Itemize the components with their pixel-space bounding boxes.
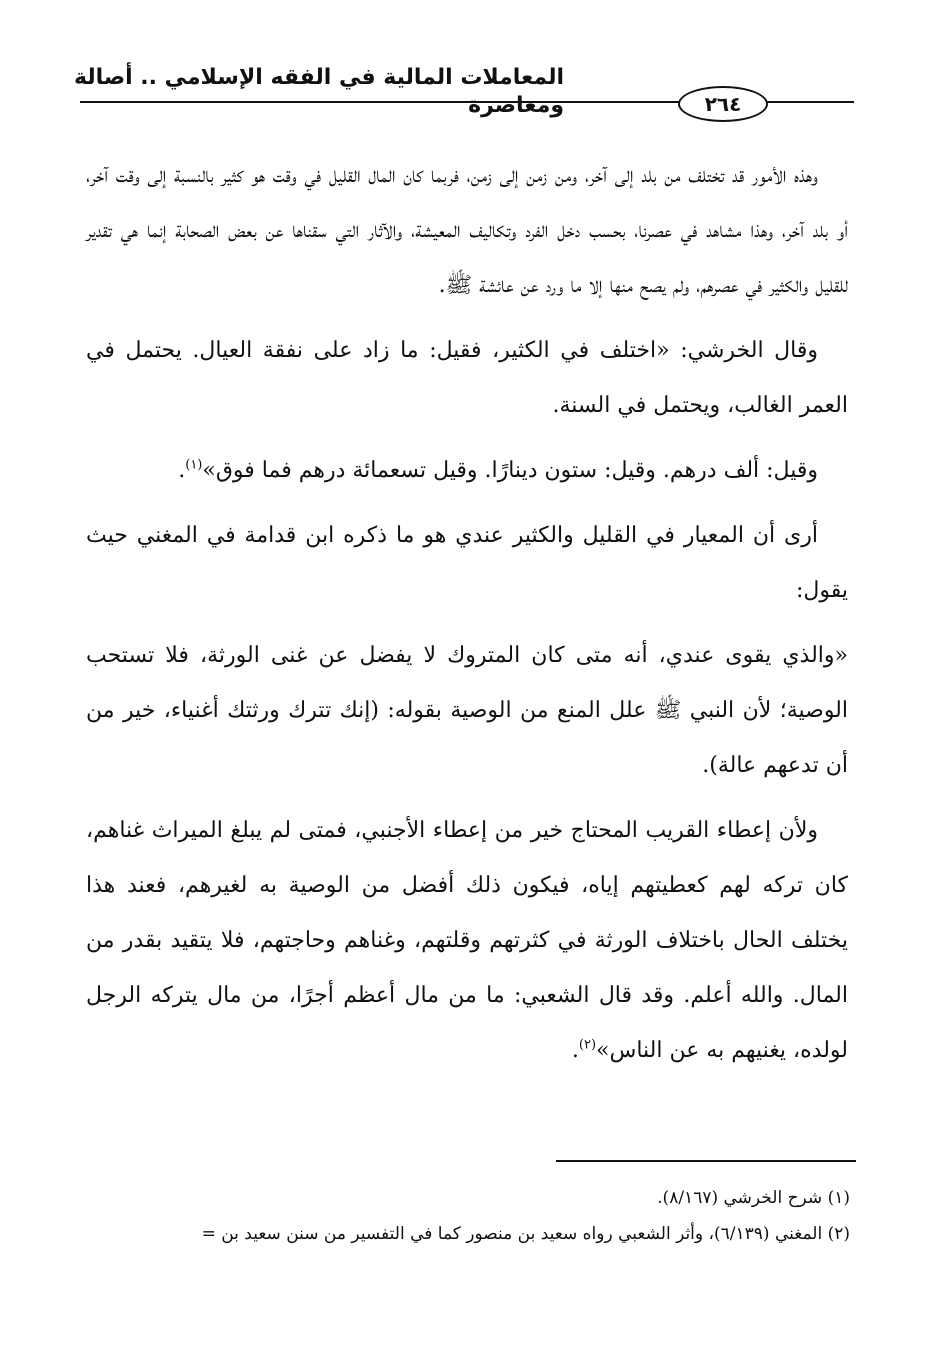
sentence-end: .	[178, 458, 186, 483]
body-text	[86, 148, 848, 1088]
footnote-ref-1: (١)	[185, 457, 203, 473]
paragraph: وهذه الأمور قد تختلف من بلد إلى آخر، ومن زمن إلى زمن، فربما كان المال القليل في وقت هو كثير بالنسبة إلى وقت آخر، أو بلد آخر، وهذا مشاهد في عصرنا، بحسب دخل الفرد وتكاليف المعيشة، والآثار التي سقناها عن بعض الصحابة إنما هي تقدير للقليل والكثير في عصرهم، ولم يصح منها إلا ما ورد عن عائشة ﷺ.	[86, 163, 848, 298]
running-head-title: المعاملات المالية في الفقه الإسلامي .. أصالة ومعاصرة	[73, 65, 564, 118]
page-number: ٢٦٤	[678, 86, 768, 122]
paragraph-quote: «والذي يقوى عندي، أنه متى كان المتروك لا يفضل عن غنى الورثة، فلا تستحب الوصية؛ لأن النبي ﷺ علل المنع من الوصية بقوله: (إنك تترك ورثتك أغنياء، خير من أن تدعهم عالة).	[86, 643, 848, 778]
footnote-ref-2: (٢)	[578, 1037, 597, 1053]
paragraph: وقال الخرشي: «اختلف في الكثير، فقيل: ما زاد على نفقة العيال. يحتمل في العمر الغالب، ويحتمل في السنة.	[86, 338, 848, 418]
footnotes	[86, 1180, 850, 1252]
footnote-1: (١) شرح الخرشي (٨/١٦٧).	[657, 1188, 850, 1208]
paragraph: أرى أن المعيار في القليل والكثير عندي هو ما ذكره ابن قدامة في المغني حيث يقول:	[86, 523, 848, 603]
paragraph-text: ولأن إعطاء القريب المحتاج خير من إعطاء الأجنبي، فمتى لم يبلغ الميراث غناهم، كان تركه لهم كعطيتهم إياه، فيكون ذلك أفضل من الوصية به لغيرهم، فعند هذا يختلف الحال باختلاف الورثة في كثرتهم وقلتهم، وغناهم وحاجتهم، فلا يتقيد بقدر من المال. والله أعلم. وقد قال الشعبي: ما من مال أعظم أجرًا، من مال يتركه الرجل لولده، يغنيهم به عن الناس»	[86, 818, 848, 1063]
footnote-2: (٢) المغني (٦/١٣٩)، وأثر الشعبي رواه سعيد بن منصور كما في التفسير من سنن سعيد بن =	[201, 1224, 850, 1244]
footnote-rule	[556, 1160, 856, 1162]
sentence-end: .	[571, 1038, 579, 1063]
paragraph-text: وقيل: ألف درهم. وقيل: ستون دينارًا. وقيل تسعمائة درهم فما فوق»	[202, 458, 818, 483]
paragraph-with-footnote-2	[86, 803, 848, 1078]
paragraph-with-footnote-1	[86, 443, 848, 498]
